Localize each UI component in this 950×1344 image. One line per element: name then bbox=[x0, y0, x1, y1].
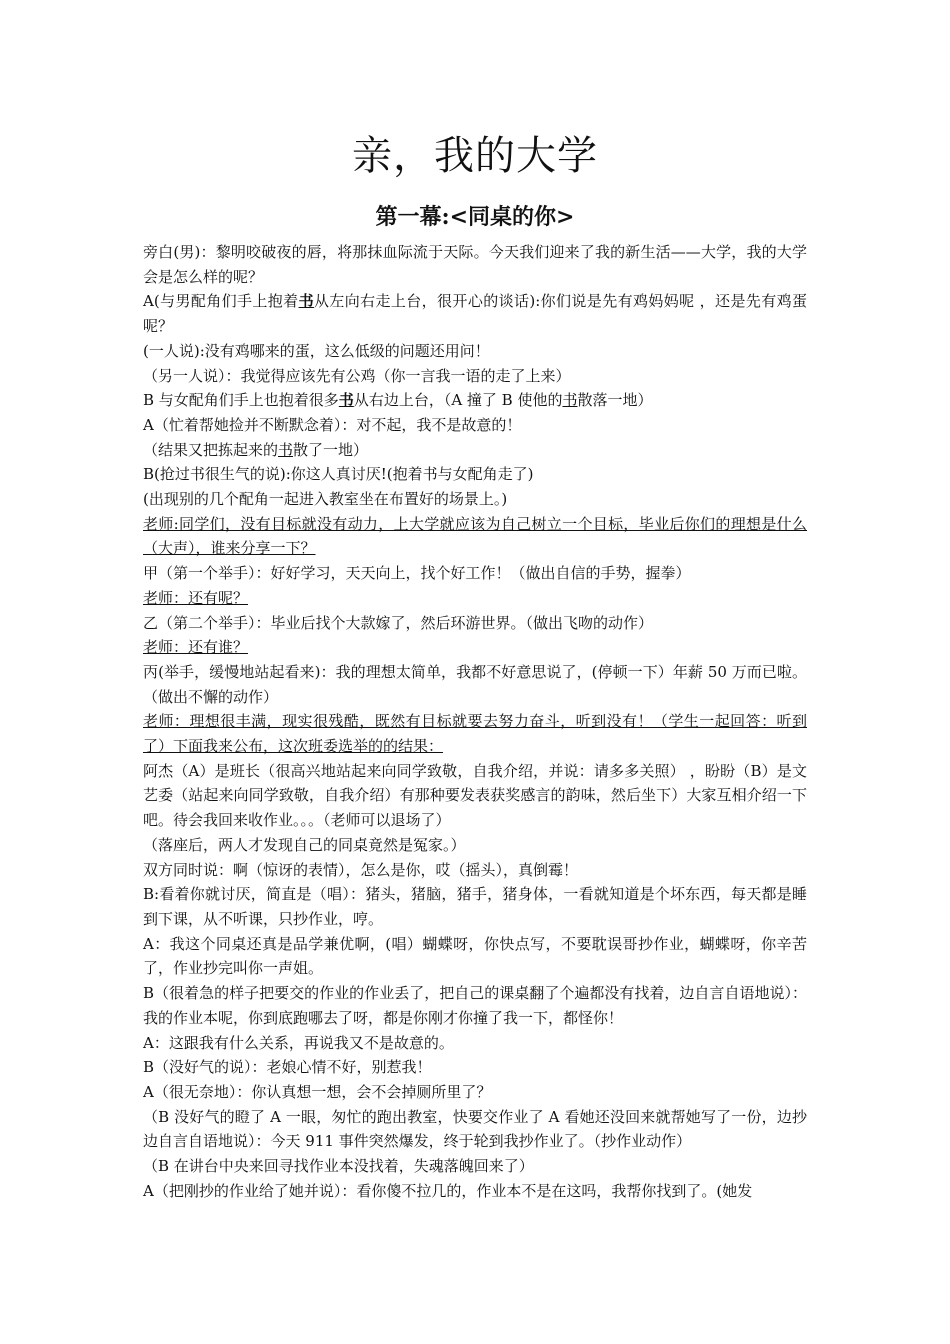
script-line bbox=[143, 339, 807, 364]
script-line bbox=[143, 438, 807, 463]
script-line-text: （B 没好气的瞪了 A 一眼，匆忙的跑出教室，快要交作业了 A 看她还没回来就帮她写了一份，边抄边自言自语地说）：今天 911 事件突然爆发，终于轮到我抄作业了。（抄作业动作） bbox=[143, 1107, 807, 1151]
script-line bbox=[143, 512, 807, 561]
script-line bbox=[143, 1080, 807, 1105]
script-line-text: 老师：还有呢？ bbox=[143, 588, 249, 607]
script-line bbox=[143, 932, 807, 981]
script-line-text: 老师:同学们，没有目标就没有动力，上大学就应该为自己树立一个目标，毕业后你们的理想是什么（大声），谁来分享一下？ bbox=[143, 514, 807, 558]
script-line-text: (一人说):没有鸡哪来的蛋，这么低级的问题还用问！ bbox=[143, 341, 490, 360]
script-line-text: 甲（第一个举手）：好好学习，天天向上，找个好工作！（做出自信的手势，握拳） bbox=[143, 564, 691, 583]
script-line bbox=[143, 586, 807, 611]
script-line-text: A（很无奈地）：你认真想一想，会不会掉厕所里了？ bbox=[143, 1082, 492, 1101]
book-mark: 书 bbox=[298, 292, 314, 311]
script-line bbox=[143, 709, 807, 758]
script-line-text: A（忙着帮她捡并不断默念着）：对不起，我不是故意的！ bbox=[143, 415, 522, 434]
script-line-text: B（没好气的说）：老娘心情不好，别惹我！ bbox=[143, 1058, 432, 1077]
script-line bbox=[143, 388, 807, 413]
book-mark: 书 bbox=[278, 440, 294, 459]
script-line-text: （B 在讲台中央来回寻找作业本没找着，失魂落魄回来了） bbox=[143, 1157, 534, 1176]
script-line bbox=[143, 364, 807, 389]
book-mark: 书 bbox=[562, 391, 578, 410]
script-line-text: 从左向右走上台，很开心的谈话):你们说是先有鸡妈妈呢 ，还是先有鸡蛋呢？ bbox=[143, 292, 807, 336]
script-line-text: 阿杰（A）是班长（很高兴地站起来向同学致敬，自我介绍，并说：请多多关照） ，盼盼（B）是文艺委（站起来向同学致敬，自我介绍）有那种要发表获奖感言的韵味，然后坐下）大家互相介绍一下吧。待会我回来收作业。。。（老师可以退场了） bbox=[143, 761, 807, 830]
act-title: 第一幕:<同桌的你> bbox=[375, 204, 575, 230]
script-line-text: B 与女配角们手上也抱着很多 bbox=[143, 391, 339, 410]
script-line-text: （另一人说）：我觉得应该先有公鸡（你一言我一语的走了上来） bbox=[143, 366, 571, 385]
script-line bbox=[143, 1055, 807, 1080]
script-line bbox=[143, 1031, 807, 1056]
script-line bbox=[143, 561, 807, 586]
book-mark: 书 bbox=[338, 391, 354, 410]
script-line-text: 旁白(男)：黎明咬破夜的唇，将那抹血际流于天际。今天我们迎来了我的新生活——大学，我的大学会是怎么样的呢？ bbox=[143, 243, 807, 286]
script-line-text: 乙（第二个举手）：毕业后找个大款嫁了，然后环游世界。（做出飞吻的动作） bbox=[143, 613, 654, 632]
script-line bbox=[143, 882, 807, 931]
script-line bbox=[143, 635, 807, 660]
script-line bbox=[143, 611, 807, 636]
script-line bbox=[143, 462, 807, 487]
script-body bbox=[143, 240, 807, 1203]
script-line-text: 散了一地） bbox=[293, 440, 369, 459]
script-line-text: A：这跟我有什么关系，再说我又不是故意的。 bbox=[143, 1033, 454, 1052]
script-line-text: 老师：理想很丰满，现实很残酷，既然有目标就要去努力奋斗，听到没有！（学生一起回答：听到了）下面我来公布，这次班委选举的的结果： bbox=[143, 712, 807, 756]
script-line bbox=[143, 660, 807, 709]
script-line-text: A(与男配角们手上抱着 bbox=[143, 292, 299, 311]
script-line-text: B:看着你就讨厌，简直是（唱）：猪头，猪脑，猪手，猪身体，一看就知道是个坏东西，每天都是睡到下课，从不听课，只抄作业，哼。 bbox=[143, 885, 807, 928]
script-line-text: 双方同时说：啊（惊讶的表情），怎么是你，哎（摇头），真倒霉！ bbox=[143, 860, 579, 879]
script-line-text: （落座后，两人才发现自己的同桌竟然是冤家。） bbox=[143, 835, 466, 854]
script-line bbox=[143, 487, 807, 512]
script-line-text: 丙(举手，缓慢地站起看来)：我的理想太简单，我都不好意思说了，(停顿一下）年薪 50 万而已啦。（做出不懈的动作） bbox=[143, 662, 807, 706]
script-line bbox=[143, 858, 807, 883]
script-line-text: A（把刚抄的作业给了她并说）：看你傻不拉几的，作业本不是在这吗，我帮你找到了。(她发 bbox=[143, 1181, 753, 1200]
script-line bbox=[143, 1154, 807, 1179]
script-line bbox=[143, 833, 807, 858]
script-line bbox=[143, 240, 807, 289]
script-line bbox=[143, 759, 807, 833]
script-line-text: (出现别的几个配角一起进入教室坐在布置好的场景上。) bbox=[143, 490, 508, 509]
script-line-text: 从右边上台，（A 撞了 B 使他的 bbox=[353, 391, 563, 410]
script-line bbox=[143, 1105, 807, 1154]
script-line bbox=[143, 1179, 807, 1204]
document-title: 亲，我的大学 bbox=[352, 133, 598, 179]
script-line-text: 散落一地） bbox=[577, 391, 653, 410]
script-line-text: 老师：还有谁？ bbox=[143, 638, 249, 657]
script-line bbox=[143, 981, 807, 1030]
script-line bbox=[143, 413, 807, 438]
script-line-text: A：我这个同桌还真是品学兼优啊，(唱）蝴蝶呀，你快点写，不要耽误哥抄作业，蝴蝶呀，你辛苦了，作业抄完叫你一声姐。 bbox=[143, 934, 807, 978]
script-line-text: B(抢过书很生气的说):你这人真讨厌!(抱着书与女配角走了) bbox=[143, 465, 534, 484]
script-line-text: （结果又把拣起来的 bbox=[143, 440, 279, 459]
script-line bbox=[143, 289, 807, 338]
script-line-text: B（很着急的样子把要交的作业的作业丢了，把自己的课桌翻了个遍都没有找着，边自言自语地说）：我的作业本呢，你到底跑哪去了呀，都是你刚才你撞了我一下，都怪你！ bbox=[143, 984, 807, 1027]
